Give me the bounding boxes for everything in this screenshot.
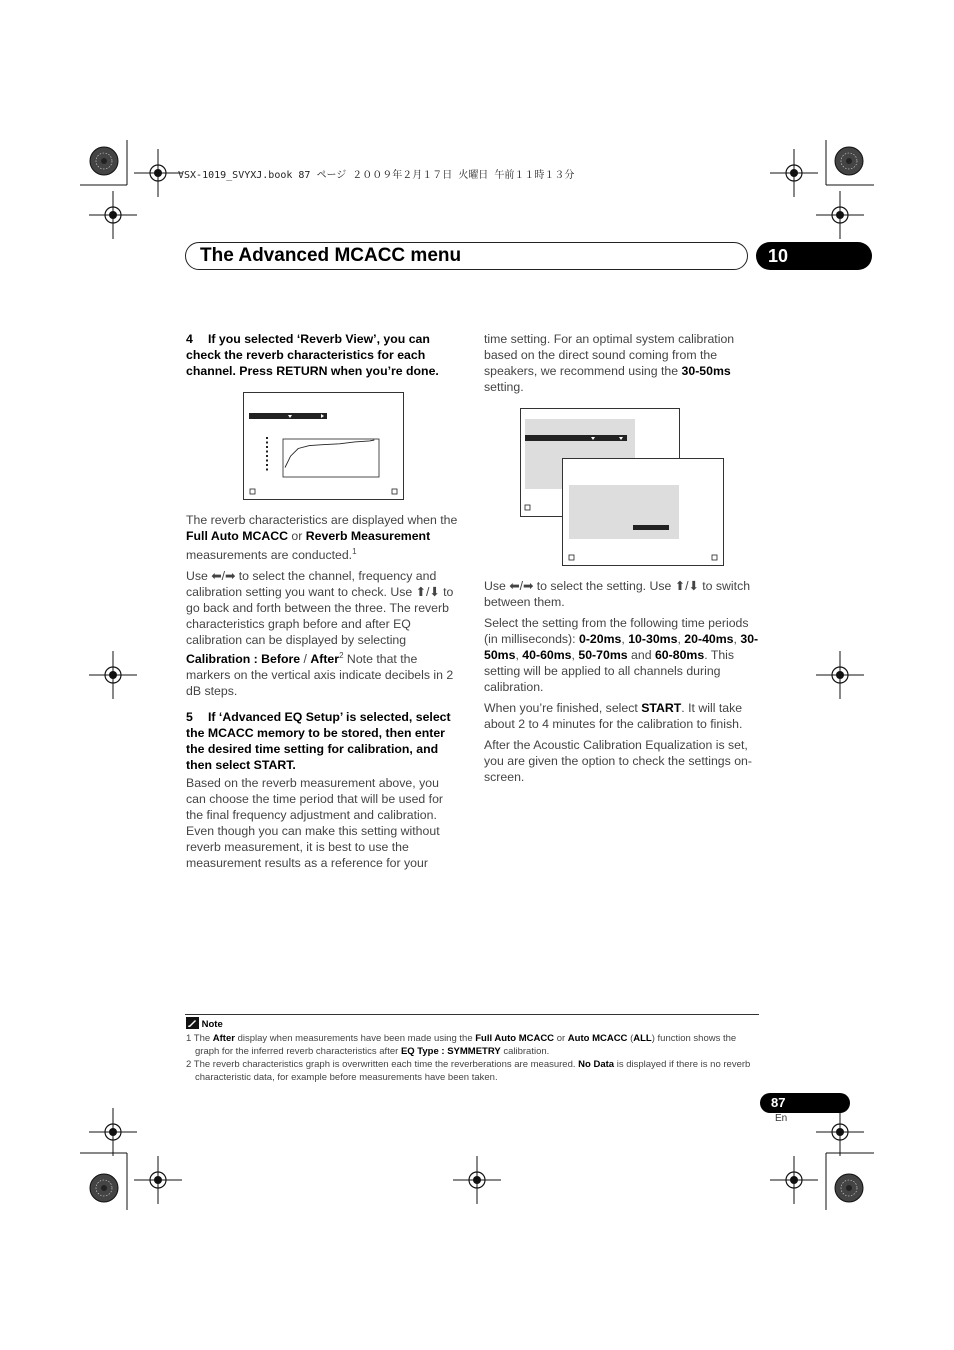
- paragraph-after-calibration: After the Acoustic Calibration Equalization is set, you are given the option to check the settings on-screen.: [484, 738, 752, 784]
- paragraph-time-period: Based on the reverb measurement above, you can choose the time period that will be used for the final frequency adjustment and calibration. Even though you can make this setting without reverb measurement, it is best to use the measurement results as a reference for your: [186, 776, 444, 871]
- left-column: [186, 331, 462, 381]
- page-number: 87: [771, 1095, 786, 1110]
- paragraph-start: When you’re finished, select START. It will take about 2 to 4 minutes for the calibration to finish.: [484, 701, 743, 731]
- pencil-note-icon: [186, 1017, 199, 1029]
- paragraph-select-channel: Use ⬅/➡ to select the channel, frequency and calibration setting you want to check. Use ⬆/⬇ to go back and forth between the three. The reverb characteristics graph before and after EQ calibration can be displayed by selecting Calibration : Before / After$^2$ Note that the markers on the vertical axis indicate decibels in 2 dB steps.: [186, 569, 454, 699]
- paragraph-time-setting: time setting. For an optimal system calibration based on the direct sound coming from the speakers, we recommend using the 30-50ms setting.: [484, 332, 735, 394]
- paragraph-select-setting: Use ⬅/➡ to select the setting. Use ⬆/⬇ to switch between them.: [484, 579, 751, 609]
- footnote-2: 2 The reverb characteristics graph is overwritten each time the reverberations are measured. No Data is displayed if there is no reverb characteristic data, for example before measurements have been taken.: [186, 1059, 751, 1083]
- right-column-top: [484, 331, 760, 400]
- paragraph-reverb-display: The reverb characteristics are displayed when the Full Auto MCACC or Reverb Measurement measurements are conducted.$^1$: [186, 513, 458, 563]
- footnote-1: 1 The After display when measurements have been made using the Full Auto MCACC or Auto MCACC (ALL) function shows the graph for the inferred reverb characteristics after EQ Type : SYMMETRY calibration.: [186, 1033, 737, 1057]
- eq-setup-screen-front: [562, 458, 724, 566]
- page-language: En: [775, 1113, 788, 1124]
- step-4: 4 If you selected ‘Reverb View’, you can check the reverb characteristics for each channel. Press RETURN when you’re done.: [186, 332, 439, 378]
- paragraph-time-periods: Select the setting from the following time periods (in milliseconds): 0-20ms, 10-30ms, 20-40ms, 30-50ms, 40-60ms, 50-70ms and 60-80ms. This setting will be applied to all channels during calibration.: [484, 616, 759, 694]
- notes-rule: [185, 1014, 759, 1015]
- reverb-view-screen: [243, 392, 404, 500]
- chapter-number: 10: [768, 246, 789, 266]
- left-column-body: [186, 512, 462, 876]
- right-column-body: [484, 578, 760, 790]
- notes-heading: Note: [201, 1019, 223, 1030]
- step-5: 5 If ‘Advanced EQ Setup’ is selected, select the MCACC memory to be stored, then enter the desired time setting for calibration, and then select START.: [186, 710, 451, 773]
- reverb-curve-line: [285, 440, 374, 468]
- chapter-title: The Advanced MCACC menu: [200, 245, 462, 266]
- reverb-graph: [244, 393, 403, 499]
- notes-section: [186, 1017, 762, 1084]
- print-header: VSX-1019_SVYXJ.book 87 ページ ２００９年２月１７日 火曜日 午前１１時１３分: [178, 170, 575, 181]
